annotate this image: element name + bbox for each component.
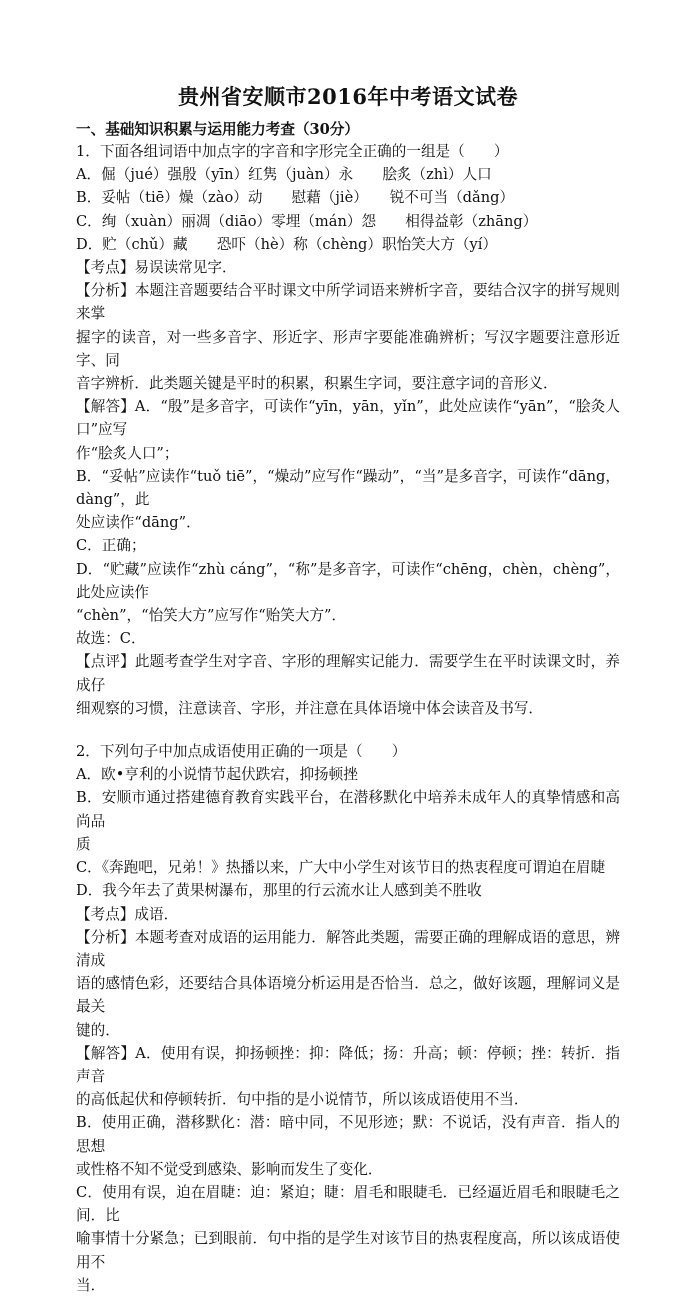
page-title: 贵州省安顺市2016年中考语文试卷 xyxy=(178,84,518,109)
jieda-line: C．正确； xyxy=(76,537,146,555)
fenxi-line: 音字辨析．此类题关键是平时的积累，积累生字词，要注意字词的音形义． xyxy=(76,375,558,393)
option-b: B．妥帖（tiē）燥（zào）动 慰藉（jiè） 锐不可当（dǎng） xyxy=(76,189,515,207)
fenxi-line: 键的． xyxy=(76,1021,120,1039)
jieda-tag: 【解答】 xyxy=(76,398,135,416)
option-c: C．《奔跑吧，兄弟！》热播以来，广大中小学生对该节日的热衷程度可谓迫在眉睫 xyxy=(76,859,606,877)
question-2 xyxy=(76,740,620,1297)
jieda-line: B．“妥帖”应读作“tuǒ tiē”，“燥动”应写作“躁动”，“当”是多音字，可读作“dāng，dàng”，此 xyxy=(76,467,620,509)
fenxi-tag: 【分析】 xyxy=(76,928,135,946)
jieda-text: A．“殷”是多音字，可读作“yīn，yān，yǐn”，此处应读作“yān”，“脍灸人口”应写 xyxy=(76,398,620,439)
kaodian-text: 成语． xyxy=(134,905,179,923)
jieda-line: C．使用有误，迫在眉睫：迫：紧迫；睫：眉毛和眼睫毛．已经逼近眉毛和眼睫毛之间．比 xyxy=(76,1183,620,1225)
option-a: A．倔（jué）强殷（yīn）红隽（juàn）永 脍炙（zhì）人口 xyxy=(76,166,492,184)
option-d: D．我今年去了黄果树瀑布，那里的行云流水让人感到美不胜收 xyxy=(76,882,482,900)
section-heading: 一、基础知识积累与运用能力考查（30分） xyxy=(76,121,359,138)
jieda-tag: 【解答】 xyxy=(76,1044,136,1062)
question-stem: 2．下列句子中加点成语使用正确的一项是（ ） xyxy=(76,743,407,761)
jieda-line: 当． xyxy=(76,1276,106,1294)
fenxi-text: 本题考查对成语的运用能力．解答此类题，需要正确的理解成语的意思，辨清成 xyxy=(76,928,620,969)
option-b: B．安顺市通过搭建德育教育实践平台，在潜移默化中培养未成年人的真挚情感和高尚品 xyxy=(76,789,620,830)
fenxi-line xyxy=(76,926,620,972)
jieda-line: 喻事情十分紧急；已到眼前．句中指的是学生对该节目的热衷程度高，所以该成语使用不 xyxy=(76,1230,620,1271)
spacer xyxy=(76,720,620,740)
jieda-line xyxy=(76,1042,620,1088)
jieda-line: 的高低起伏和停顿转折．句中指的是小说情节，所以该成语使用不当． xyxy=(76,1091,529,1109)
jieda-line: B．使用正确，潜移默化：潜：暗中同，不见形迹；默：不说话，没有声音．指人的思想 xyxy=(76,1114,620,1155)
kaodian xyxy=(76,903,620,926)
kaodian xyxy=(76,256,620,279)
fenxi-tag: 【分析】 xyxy=(76,282,135,300)
kaodian-text: 易误读常见字． xyxy=(134,259,237,277)
option-c: C．绚（xuàn）丽凋（diāo）零埋（mán）怨 相得益彰（zhāng） xyxy=(76,212,538,230)
fenxi-line: 语的感情色彩，还要结合具体语境分析运用是否恰当．总之，做好该题，理解词义是最关 xyxy=(76,975,620,1016)
jieda-line: 处应读作“dāng”． xyxy=(76,514,201,532)
question-1 xyxy=(76,140,620,720)
option-b-cont: 质 xyxy=(76,835,91,853)
fenxi-text: 本题注音题要结合平时课文中所学词语来辨析字音，要结合汉字的拼写规则来掌 xyxy=(76,282,620,323)
fenxi-line xyxy=(76,279,620,325)
dianping-text: 此题考查学生对字音、字形的理解实记能力．需要学生在平时读课文时，养成仔 xyxy=(76,653,620,694)
dianping-tag: 【点评】 xyxy=(76,653,135,671)
jieda-line: “chèn”，“怡笑大方”应写作“贻笑大方”． xyxy=(76,607,347,625)
jieda-line xyxy=(76,395,620,441)
kaodian-tag: 【考点】 xyxy=(76,259,135,277)
question-stem: 1．下面各组词语中加点字的字音和字形完全正确的一组是（ ） xyxy=(76,143,509,160)
kaodian-tag: 【考点】 xyxy=(76,905,135,923)
option-d: D．贮（chǔ）藏 恐吓（hè）称（chèng）职怡笑大方（yí） xyxy=(76,235,498,253)
jieda-line: 作“脍炙人口”； xyxy=(76,444,179,462)
dianping-line xyxy=(76,650,620,696)
jieda-line: 故选：C． xyxy=(76,630,146,648)
fenxi-line: 握字的读音，对一些多音字、形近字、形声字要能准确辨析；写汉字题要注意形近字、同 xyxy=(76,328,620,369)
jieda-text: A．使用有误，抑扬顿挫：抑：降低；扬：升高；顿：停顿；挫：转折．指声音 xyxy=(76,1044,620,1085)
jieda-line: 或性格不知不觉受到感染、影响而发生了变化． xyxy=(76,1160,383,1178)
dianping-line: 细观察的习惯，注意读音、字形，并注意在具体语境中体会读音及书写． xyxy=(76,699,544,717)
jieda-line: D．“贮藏”应读作“zhù cáng”，“称”是多音字，可读作“chēng，chèn，chèng”，此处应读作 xyxy=(76,560,620,601)
option-a: A．欧•亨利的小说情节起伏跌宕，抑扬顿挫 xyxy=(76,766,358,784)
